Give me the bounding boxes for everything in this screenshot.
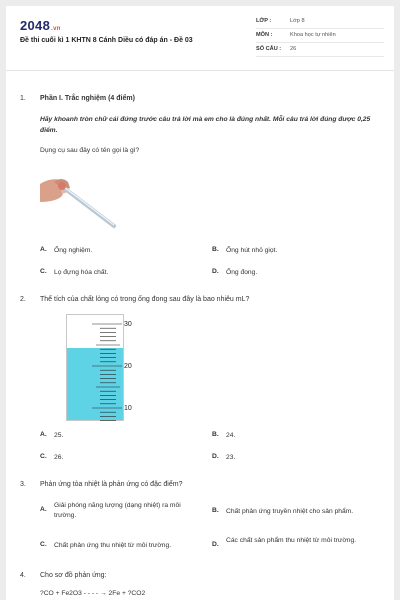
scale-label-10: 10	[124, 405, 132, 412]
scale-label-20: 20	[124, 363, 132, 370]
site-logo[interactable]: 2048.vn	[20, 18, 61, 33]
exam-title: Đề thi cuối kì 1 KHTN 8 Cánh Diều có đáp án - Đề 03	[20, 37, 193, 44]
meta-grade: LỚP : Lớp 8	[256, 16, 384, 29]
section-instruction: Hãy khoanh tròn chữ cái đứng trước câu trả lời mà em cho là đúng nhất. Mỗi câu trả lời đúng được 0,25 điểm.	[40, 116, 371, 134]
graduated-cylinder-image	[66, 314, 136, 422]
scale-label-30: 30	[124, 321, 132, 328]
exam-page: 2048.vn Đề thi cuối kì 1 KHTN 8 Cánh Diều có đáp án - Đề 03 LỚP : Lớp 8 MÔN : Khoa học tự nhiên SỐ CÂU : 26 1. Phần I. Trắc nghiệm (4 điểm) Hãy khoanh tròn chữ cái đứng trước câu trả lời mà em cho là đúng nhất. Mỗi câu trả lời đúng được 0,25 điểm. Dụng cụ sau đây có tên gọi là gì? A. Ống nghiệm. B. Ống hút nhỏ giọt. C. Lọ đựng hóa chất. D. Ống đong. 2. Thể tích của chất lỏng có trong ống đong sau đây là bao nhiêu mL? 30 20 10 A. 25. B. 24. C. 26. D. 23. 3. Phản ứng tỏa nhiệt là phản ứng có đặc điểm? A. Giải phóng năng lượng (dạng nhiệt) ra môi trường. B. Chất phản ứng truyền nhiệt cho sản phẩm. C. Chất phản ứng thu nhiệt từ môi trường. D. Các chất sản phẩm thu nhiệt từ môi trường. 4. Cho sơ đồ phản ứng: ?CO + Fe2O3 - - - - → 2Fe + ?CO2	[6, 6, 394, 600]
question-1-stem: Dụng cụ sau đây có tên gọi là gì?	[40, 147, 140, 154]
hand-holding-dropper-image	[40, 174, 120, 236]
meta-question-count: SỐ CÂU : 26	[256, 44, 384, 57]
reaction-equation: ?CO + Fe2O3 - - - - → 2Fe + ?CO2	[40, 590, 146, 597]
meta-subject: MÔN : Khoa học tự nhiên	[256, 30, 384, 43]
cylinder-liquid	[67, 348, 123, 420]
exam-header	[6, 6, 394, 71]
